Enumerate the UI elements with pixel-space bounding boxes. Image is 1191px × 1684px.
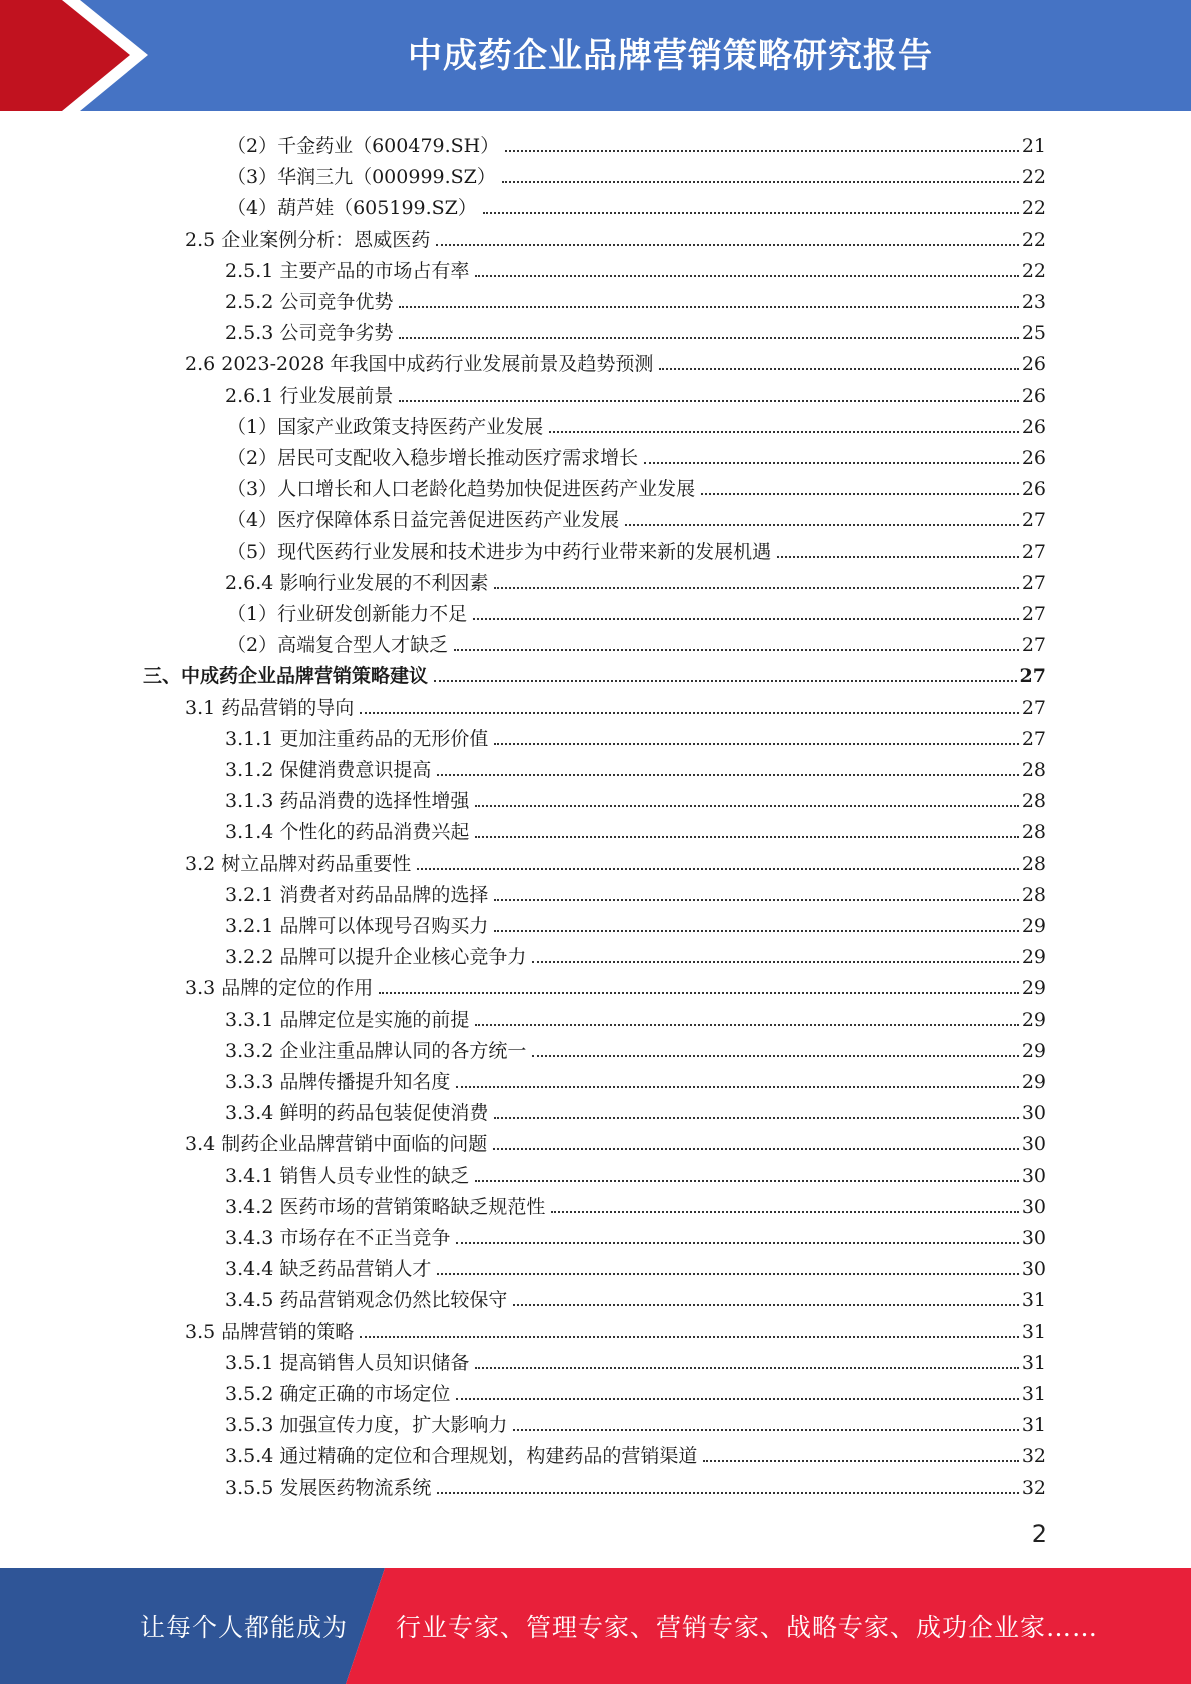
page-footer bbox=[0, 1568, 1191, 1684]
toc-entry-page: 26 bbox=[1021, 415, 1046, 438]
toc-entry[interactable] bbox=[225, 1063, 1046, 1094]
toc-entry-label: 3.4.4 缺乏药品营销人才 bbox=[225, 1258, 432, 1281]
toc-entry-label: 3.2.2 品牌可以提升企业核心竞争力 bbox=[225, 946, 527, 969]
toc-leader-dots bbox=[399, 305, 1018, 308]
toc-leader-dots bbox=[659, 367, 1018, 370]
toc-entry[interactable] bbox=[225, 938, 1046, 969]
toc-entry-label: （4）葫芦娃（605199.SZ） bbox=[227, 197, 477, 220]
toc-entry[interactable] bbox=[225, 1001, 1046, 1032]
toc-leader-dots bbox=[494, 742, 1018, 745]
toc-entry-page: 30 bbox=[1021, 1133, 1046, 1156]
toc-entry[interactable] bbox=[185, 345, 1046, 376]
toc-entry[interactable] bbox=[227, 533, 1046, 564]
toc-leader-dots bbox=[360, 1335, 1019, 1338]
toc-entry[interactable] bbox=[225, 813, 1046, 844]
toc-entry-label: 3.4.3 市场存在不正当竞争 bbox=[225, 1227, 451, 1249]
toc-entry-label: 3.2 树立品牌对药品重要性 bbox=[185, 852, 412, 875]
toc-entry-page: 29 bbox=[1021, 915, 1046, 937]
toc-leader-dots bbox=[494, 1116, 1018, 1119]
toc-entry[interactable] bbox=[185, 221, 1046, 252]
toc-leader-dots bbox=[483, 211, 1019, 214]
toc-entry-page: 22 bbox=[1021, 259, 1046, 282]
toc-entry-page: 29 bbox=[1021, 1071, 1046, 1093]
toc-entry-page: 27 bbox=[1021, 634, 1046, 657]
page-header bbox=[0, 0, 1191, 111]
toc-leader-dots bbox=[456, 1085, 1018, 1088]
toc-leader-dots bbox=[360, 711, 1019, 714]
toc-entry[interactable] bbox=[225, 1094, 1046, 1125]
toc-entry-label: （1）国家产业政策支持医药产业发展 bbox=[227, 415, 544, 438]
toc-entry[interactable] bbox=[225, 1250, 1046, 1281]
toc-entry-page: 26 bbox=[1021, 447, 1046, 469]
toc-leader-dots bbox=[475, 274, 1018, 277]
toc-leader-dots bbox=[513, 1428, 1018, 1431]
toc-entry[interactable] bbox=[227, 595, 1046, 626]
toc-entry[interactable] bbox=[227, 158, 1046, 189]
toc-entry-label: 3.5.2 确定正确的市场定位 bbox=[225, 1383, 451, 1405]
toc-entry-page: 25 bbox=[1021, 322, 1046, 345]
toc-entry-page: 30 bbox=[1021, 1164, 1046, 1187]
toc-entry-page: 23 bbox=[1021, 291, 1046, 313]
toc-entry-page: 30 bbox=[1021, 1227, 1046, 1249]
toc-entry-page: 29 bbox=[1021, 1008, 1046, 1031]
toc-entry-page: 30 bbox=[1021, 1195, 1046, 1218]
toc-entry-label: （2）居民可支配收入稳步增长推动医疗需求增长 bbox=[227, 447, 639, 469]
toc-entry-label: （1）行业研发创新能力不足 bbox=[227, 603, 468, 625]
toc-entry-page: 29 bbox=[1021, 977, 1046, 1000]
toc-entry[interactable] bbox=[227, 501, 1046, 532]
toc-entry-label: 3.2.1 消费者对药品品牌的选择 bbox=[225, 883, 489, 906]
toc-leader-dots bbox=[437, 1272, 1018, 1275]
toc-entry-label: （4）医疗保障体系日益完善促进医药产业发展 bbox=[227, 509, 620, 532]
toc-entry-page: 31 bbox=[1021, 1289, 1046, 1312]
toc-entry[interactable] bbox=[225, 1344, 1046, 1375]
toc-entry-label: 3.4.1 销售人员专业性的缺乏 bbox=[225, 1164, 470, 1187]
toc-entry-label: 2.6.1 行业发展前景 bbox=[225, 384, 394, 407]
toc-entry[interactable] bbox=[225, 782, 1046, 813]
toc-leader-dots bbox=[625, 523, 1019, 526]
toc-entry[interactable] bbox=[185, 845, 1046, 876]
footer-slogan-right: 行业专家、管理专家、营销专家、战略专家、成功企业家…… bbox=[396, 1613, 1099, 1642]
toc-entry-page: 32 bbox=[1021, 1476, 1046, 1499]
toc-entry-page: 31 bbox=[1021, 1351, 1046, 1374]
toc-leader-dots bbox=[494, 898, 1018, 901]
toc-entry[interactable] bbox=[227, 408, 1046, 439]
toc-leader-dots bbox=[434, 679, 1017, 682]
toc-leader-dots bbox=[493, 1147, 1019, 1150]
toc-entry-page: 26 bbox=[1021, 478, 1046, 501]
toc-entry-label: 2.5.3 公司竞争劣势 bbox=[225, 322, 394, 345]
toc-entry-page: 21 bbox=[1021, 135, 1046, 157]
toc-entry[interactable] bbox=[225, 1375, 1046, 1406]
toc-leader-dots bbox=[475, 835, 1018, 838]
toc-entry-page: 26 bbox=[1021, 353, 1046, 376]
toc-entry-page: 29 bbox=[1021, 946, 1046, 969]
toc-entry-label: 3.1 药品营销的导向 bbox=[185, 696, 355, 719]
toc-entry-page: 26 bbox=[1021, 384, 1046, 407]
toc-entry-label: 3.3.4 鲜明的药品包装促使消费 bbox=[225, 1102, 489, 1125]
toc-entry-label: 3.5.5 发展医药物流系统 bbox=[225, 1476, 432, 1499]
toc-entry[interactable] bbox=[225, 907, 1046, 938]
toc-entry[interactable] bbox=[227, 470, 1046, 501]
toc-leader-dots bbox=[549, 430, 1019, 433]
toc-leader-dots bbox=[456, 1241, 1018, 1244]
toc-entry-label: 3.4.2 医药市场的营销策略缺乏规范性 bbox=[225, 1195, 546, 1218]
toc-leader-dots bbox=[703, 1459, 1018, 1462]
toc-entry-page: 22 bbox=[1021, 166, 1046, 189]
toc-entry-page: 28 bbox=[1021, 883, 1046, 906]
toc-entry-page: 27 bbox=[1021, 727, 1046, 750]
toc-entry-label: 3.3 品牌的定位的作用 bbox=[185, 977, 374, 1000]
toc-entry[interactable] bbox=[225, 1406, 1046, 1437]
toc-leader-dots bbox=[494, 586, 1018, 589]
toc-entry-label: 3.1.1 更加注重药品的无形价值 bbox=[225, 727, 489, 750]
toc-entry-label: 3.1.4 个性化的药品消费兴起 bbox=[225, 821, 470, 844]
toc-entry-page: 27 bbox=[1021, 603, 1046, 625]
toc-leader-dots bbox=[505, 149, 1019, 152]
toc-entry[interactable] bbox=[225, 377, 1046, 408]
toc-leader-dots bbox=[502, 180, 1019, 183]
toc-entry-label: 3.5 品牌营销的策略 bbox=[185, 1320, 355, 1343]
toc-leader-dots bbox=[475, 804, 1018, 807]
toc-entry-label: 3.3.1 品牌定位是实施的前提 bbox=[225, 1008, 470, 1031]
report-title: 中成药企业品牌营销策略研究报告 bbox=[408, 36, 933, 76]
toc-entry[interactable] bbox=[185, 1313, 1046, 1344]
toc-entry-label: （3）华润三九（000999.SZ） bbox=[227, 166, 496, 189]
toc-entry-label: 2.5.1 主要产品的市场占有率 bbox=[225, 259, 470, 282]
toc-entry[interactable] bbox=[225, 1437, 1046, 1468]
toc-entry[interactable] bbox=[225, 720, 1046, 751]
toc-entry-label: （3）人口增长和人口老龄化趋势加快促进医药产业发展 bbox=[227, 478, 696, 501]
toc-entry[interactable] bbox=[227, 626, 1046, 657]
toc-entry-page: 28 bbox=[1021, 790, 1046, 813]
toc-entry[interactable] bbox=[225, 1281, 1046, 1312]
toc-entry-label: 3.1.2 保健消费意识提高 bbox=[225, 759, 432, 781]
toc-leader-dots bbox=[379, 991, 1019, 994]
toc-leader-dots bbox=[456, 1397, 1018, 1400]
toc-leader-dots bbox=[399, 399, 1018, 402]
toc-entry-page: 27 bbox=[1019, 665, 1046, 688]
footer-slogan-left: 让每个人都能成为 bbox=[140, 1613, 349, 1642]
toc-entry-label: 3.5.1 提高销售人员知识储备 bbox=[225, 1351, 470, 1374]
toc-entry-page: 27 bbox=[1021, 509, 1046, 532]
toc-entry-label: （2）千金药业（600479.SH） bbox=[227, 135, 500, 157]
toc-entry-label: 2.5.2 公司竞争优势 bbox=[225, 291, 394, 313]
toc-entry[interactable] bbox=[225, 314, 1046, 345]
toc-leader-dots bbox=[701, 492, 1019, 495]
toc-leader-dots bbox=[436, 243, 1019, 246]
toc-entry-page: 28 bbox=[1021, 759, 1046, 781]
toc-entry-label: 2.5 企业案例分析：恩威医药 bbox=[185, 228, 431, 251]
toc-leader-dots bbox=[417, 867, 1019, 870]
toc-leader-dots bbox=[494, 929, 1018, 932]
toc-entry[interactable] bbox=[227, 439, 1046, 470]
toc-leader-dots bbox=[473, 617, 1019, 620]
toc-leader-dots bbox=[475, 1366, 1018, 1369]
toc-entry[interactable] bbox=[225, 1188, 1046, 1219]
toc-leader-dots bbox=[437, 773, 1018, 776]
toc-entry-page: 27 bbox=[1021, 696, 1046, 719]
toc-entry[interactable] bbox=[225, 283, 1046, 314]
toc-leader-dots bbox=[454, 648, 1019, 651]
toc-entry-label: 3.2.1 品牌可以体现号召购买力 bbox=[225, 915, 489, 937]
toc-entry-page: 22 bbox=[1021, 197, 1046, 220]
toc-entry[interactable] bbox=[227, 189, 1046, 220]
toc-entry-label: 3.5.3 加强宣传力度，扩大影响力 bbox=[225, 1414, 508, 1437]
toc-leader-dots bbox=[399, 336, 1018, 339]
toc-leader-dots bbox=[532, 1054, 1018, 1057]
toc-entry[interactable] bbox=[185, 689, 1046, 720]
toc-entry[interactable] bbox=[225, 564, 1046, 595]
toc-leader-dots bbox=[777, 555, 1019, 558]
toc-entry-page: 31 bbox=[1021, 1383, 1046, 1405]
toc-entry-label: 3.4 制药企业品牌营销中面临的问题 bbox=[185, 1133, 488, 1156]
page-number: 2 bbox=[1031, 1520, 1047, 1548]
toc-entry-page: 27 bbox=[1021, 540, 1046, 563]
toc-entry[interactable] bbox=[225, 876, 1046, 907]
toc-entry-page: 27 bbox=[1021, 571, 1046, 594]
toc-entry[interactable] bbox=[225, 751, 1046, 782]
toc-entry[interactable] bbox=[185, 1125, 1046, 1156]
toc-entry-page: 31 bbox=[1021, 1320, 1046, 1343]
toc-entry-label: 三、中成药企业品牌营销策略建议 bbox=[143, 665, 429, 688]
toc-entry-label: （5）现代医药行业发展和技术进步为中药行业带来新的发展机遇 bbox=[227, 540, 772, 563]
toc-entry-label: 3.4.5 药品营销观念仍然比较保守 bbox=[225, 1289, 508, 1312]
toc-leader-dots bbox=[475, 1179, 1018, 1182]
toc-entry-label: 3.1.3 药品消费的选择性增强 bbox=[225, 790, 470, 813]
toc-leader-dots bbox=[513, 1303, 1018, 1306]
toc-entry-page: 30 bbox=[1021, 1102, 1046, 1125]
toc-entry-label: 3.5.4 通过精确的定位和合理规划，构建药品的营销渠道 bbox=[225, 1445, 698, 1468]
toc-leader-dots bbox=[437, 1491, 1018, 1494]
toc-entry-label: （2）高端复合型人才缺乏 bbox=[227, 634, 449, 657]
toc-entry-page: 28 bbox=[1021, 852, 1046, 875]
toc-entry-label: 2.6 2023-2028 年我国中成药行业发展前景及趋势预测 bbox=[185, 353, 654, 376]
toc-entry[interactable] bbox=[225, 252, 1046, 283]
toc-entry-label: 3.3.3 品牌传播提升知名度 bbox=[225, 1071, 451, 1093]
toc-entry[interactable] bbox=[225, 1032, 1046, 1063]
toc-entry[interactable] bbox=[225, 1469, 1046, 1500]
toc-entry-page: 22 bbox=[1021, 228, 1046, 251]
toc-entry-page: 31 bbox=[1021, 1414, 1046, 1437]
toc-entry[interactable] bbox=[185, 969, 1046, 1000]
toc-leader-dots bbox=[644, 461, 1019, 464]
toc-entry-page: 32 bbox=[1021, 1445, 1046, 1468]
toc-entry-label: 2.6.4 影响行业发展的不利因素 bbox=[225, 571, 489, 594]
toc-entry-page: 29 bbox=[1021, 1039, 1046, 1062]
toc-entry-page: 30 bbox=[1021, 1258, 1046, 1281]
toc-leader-dots bbox=[532, 960, 1018, 963]
toc-leader-dots bbox=[551, 1210, 1018, 1213]
toc-entry[interactable] bbox=[227, 127, 1046, 158]
toc-entry-page: 28 bbox=[1021, 821, 1046, 844]
toc-entry[interactable] bbox=[225, 1157, 1046, 1188]
toc-entry[interactable] bbox=[225, 1219, 1046, 1250]
toc-leader-dots bbox=[475, 1023, 1018, 1026]
toc-entry[interactable] bbox=[143, 657, 1046, 688]
toc-entry-label: 3.3.2 企业注重品牌认同的各方统一 bbox=[225, 1039, 527, 1062]
